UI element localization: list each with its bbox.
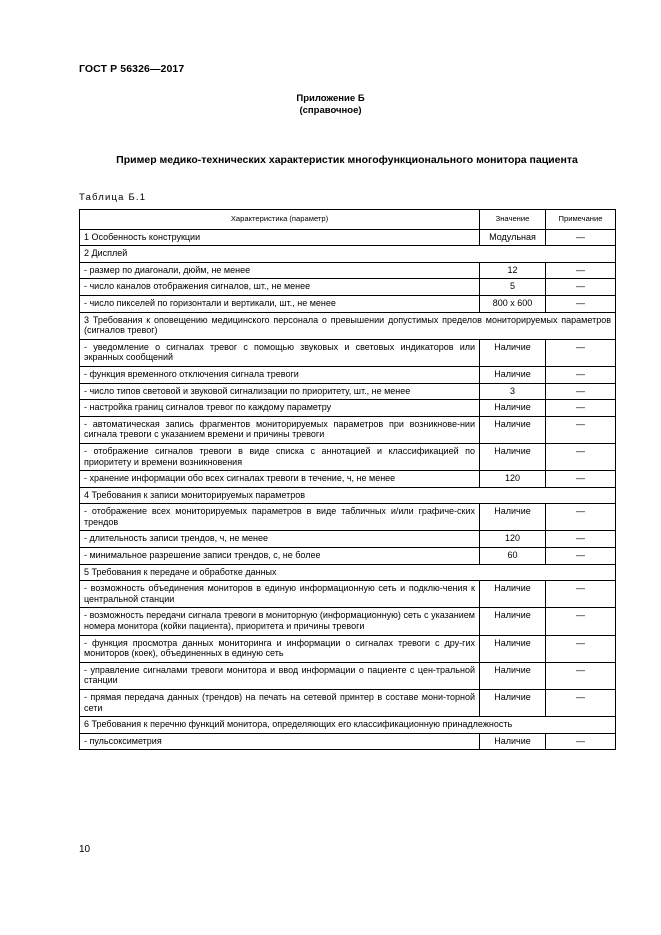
table-section-row bbox=[80, 717, 616, 734]
note-cell: — bbox=[546, 229, 616, 246]
note-cell: — bbox=[546, 662, 616, 689]
parameter-cell: - отображение сигналов тревоги в виде списка с аннотацией и классификацией по приоритету и времени возникновения bbox=[80, 443, 480, 470]
value-cell: 60 bbox=[480, 548, 546, 565]
note-cell: — bbox=[546, 383, 616, 400]
parameter-cell: - возможность передачи сигнала тревоги в мониторную (информационную) сеть с указанием номера монитора (койки пациента), приоритета и причины тревоги bbox=[80, 608, 480, 635]
value-cell: Наличие bbox=[480, 690, 546, 717]
parameter-cell: - пульсоксиметрия bbox=[80, 733, 480, 750]
note-cell: — bbox=[546, 581, 616, 608]
value-cell: Модульная bbox=[480, 229, 546, 246]
table-body bbox=[80, 229, 616, 750]
parameter-cell: - уведомление о сигналах тревог с помощью звуковых и световых индикаторов или экранных сообщений bbox=[80, 339, 480, 366]
value-cell: 120 bbox=[480, 531, 546, 548]
section-heading: 3 Требования к оповещению медицинского персонала о превышении допустимых пределов мониторируемых параметров (сигналов тревог) bbox=[80, 312, 616, 339]
page-number: 10 bbox=[79, 844, 91, 855]
table-row bbox=[80, 366, 616, 383]
parameter-cell: - управление сигналами тревоги монитора и ввод информации о пациенте с цен-тральной станции bbox=[80, 662, 480, 689]
table-row bbox=[80, 229, 616, 246]
parameter-cell: - функция просмотра данных мониторинга и информации о сигналах тревоги с дру-гих мониторов (коек), объединенных в единую сеть bbox=[80, 635, 480, 662]
table-row bbox=[80, 295, 616, 312]
note-cell: — bbox=[546, 366, 616, 383]
parameter-cell: - размер по диагонали, дюйм, не менее bbox=[80, 262, 480, 279]
value-cell: Наличие bbox=[480, 504, 546, 531]
note-cell: — bbox=[546, 635, 616, 662]
note-cell: — bbox=[546, 416, 616, 443]
parameter-cell: - отображение всех мониторируемых параметров в виде табличных и/или графиче-ских трендов bbox=[80, 504, 480, 531]
parameter-cell: - возможность объединения мониторов в единую информационную сеть и подклю-чения к центральной станции bbox=[80, 581, 480, 608]
table-row bbox=[80, 635, 616, 662]
table-row bbox=[80, 504, 616, 531]
parameter-cell: - число типов световой и звуковой сигнализации по приоритету, шт., не менее bbox=[80, 383, 480, 400]
value-cell: Наличие bbox=[480, 608, 546, 635]
parameter-cell: - число пикселей по горизонтали и вертикали, шт., не менее bbox=[80, 295, 480, 312]
value-cell: 800 x 600 bbox=[480, 295, 546, 312]
table-row bbox=[80, 443, 616, 470]
parameter-cell: - число каналов отображения сигналов, шт., не менее bbox=[80, 279, 480, 296]
value-cell: Наличие bbox=[480, 635, 546, 662]
value-cell: Наличие bbox=[480, 400, 546, 417]
document-title: Пример медико-технических характеристик многофункционального монитора пациента bbox=[116, 154, 578, 166]
note-cell: — bbox=[546, 531, 616, 548]
table-row bbox=[80, 279, 616, 296]
section-heading: 6 Требования к перечню функций монитора, определяющих его классификационную принадлежность bbox=[80, 717, 616, 734]
value-cell: 120 bbox=[480, 471, 546, 488]
table-row bbox=[80, 733, 616, 750]
value-cell: Наличие bbox=[480, 416, 546, 443]
column-header-note: Примечание bbox=[546, 210, 616, 230]
table-section-row bbox=[80, 487, 616, 504]
table-row bbox=[80, 690, 616, 717]
appendix-heading bbox=[0, 93, 661, 117]
appendix-kind: (справочное) bbox=[299, 105, 362, 116]
table-section-row bbox=[80, 312, 616, 339]
table-row bbox=[80, 416, 616, 443]
note-cell: — bbox=[546, 608, 616, 635]
table-row bbox=[80, 608, 616, 635]
parameter-cell: - автоматическая запись фрагментов мониторируемых параметров при возникнове-нии сигнала тревоги с указанием времени и причины тревоги bbox=[80, 416, 480, 443]
value-cell: Наличие bbox=[480, 662, 546, 689]
table-header-row bbox=[80, 210, 616, 230]
value-cell: Наличие bbox=[480, 443, 546, 470]
section-heading: 5 Требования к передаче и обработке данных bbox=[80, 564, 616, 581]
table-row bbox=[80, 471, 616, 488]
note-cell: — bbox=[546, 733, 616, 750]
note-cell: — bbox=[546, 504, 616, 531]
parameter-cell: - прямая передача данных (трендов) на печать на сетевой принтер в составе мони-торной сети bbox=[80, 690, 480, 717]
value-cell: 5 bbox=[480, 279, 546, 296]
section-heading: 4 Требования к записи мониторируемых параметров bbox=[80, 487, 616, 504]
parameter-cell: - длительность записи трендов, ч, не менее bbox=[80, 531, 480, 548]
section-heading: 2 Дисплей bbox=[80, 246, 616, 263]
note-cell: — bbox=[546, 471, 616, 488]
value-cell: Наличие bbox=[480, 366, 546, 383]
note-cell: — bbox=[546, 262, 616, 279]
parameter-cell: - минимальное разрешение записи трендов, с, не более bbox=[80, 548, 480, 565]
table-row bbox=[80, 662, 616, 689]
value-cell: 12 bbox=[480, 262, 546, 279]
note-cell: — bbox=[546, 295, 616, 312]
table-section-row bbox=[80, 564, 616, 581]
parameter-cell: - настройка границ сигналов тревог по каждому параметру bbox=[80, 400, 480, 417]
table-row bbox=[80, 548, 616, 565]
value-cell: 3 bbox=[480, 383, 546, 400]
table-row bbox=[80, 383, 616, 400]
column-header-value: Значение bbox=[480, 210, 546, 230]
parameter-cell: - функция временного отключения сигнала тревоги bbox=[80, 366, 480, 383]
table-caption: Таблица Б.1 bbox=[79, 192, 147, 203]
parameter-cell: 1 Особенность конструкции bbox=[80, 229, 480, 246]
note-cell: — bbox=[546, 400, 616, 417]
characteristics-table bbox=[79, 209, 616, 750]
table-section-row bbox=[80, 246, 616, 263]
note-cell: — bbox=[546, 279, 616, 296]
value-cell: Наличие bbox=[480, 339, 546, 366]
table-row bbox=[80, 531, 616, 548]
table-row bbox=[80, 581, 616, 608]
parameter-cell: - хранение информации обо всех сигналах тревоги в течение, ч, не менее bbox=[80, 471, 480, 488]
table-row bbox=[80, 262, 616, 279]
value-cell: Наличие bbox=[480, 733, 546, 750]
table-row bbox=[80, 400, 616, 417]
column-header-parameter: Характеристика (параметр) bbox=[80, 210, 480, 230]
table-row bbox=[80, 339, 616, 366]
note-cell: — bbox=[546, 690, 616, 717]
appendix-title: Приложение Б bbox=[296, 93, 365, 104]
note-cell: — bbox=[546, 443, 616, 470]
note-cell: — bbox=[546, 548, 616, 565]
note-cell: — bbox=[546, 339, 616, 366]
value-cell: Наличие bbox=[480, 581, 546, 608]
standard-code: ГОСТ Р 56326—2017 bbox=[79, 63, 185, 75]
